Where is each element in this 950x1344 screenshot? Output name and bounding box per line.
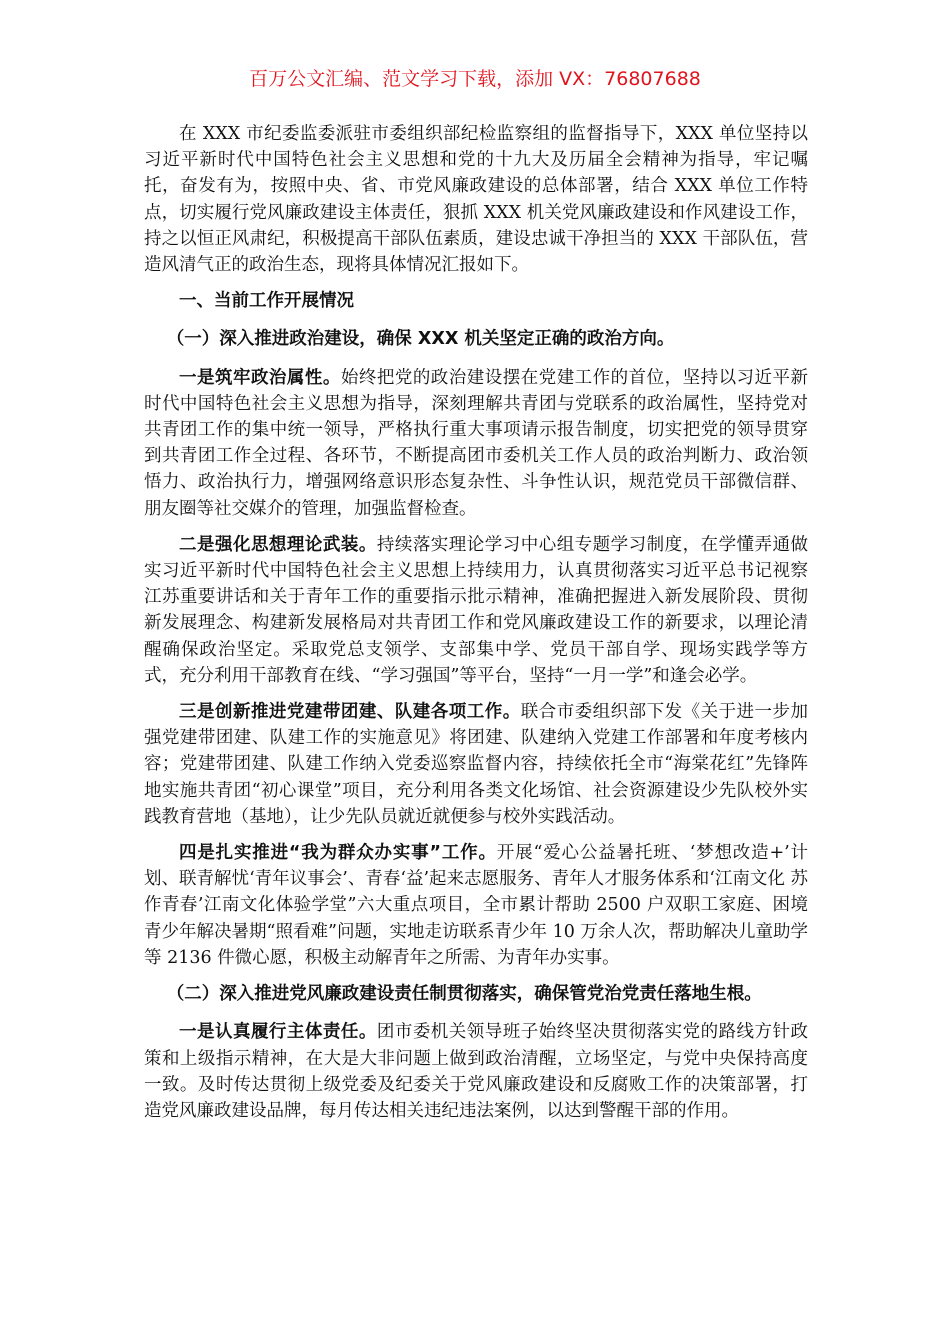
paragraph-item (144, 840, 808, 971)
document-body (144, 121, 808, 1134)
paragraph-text: 联合市委组织部下发《关于进一步加强党建带团建、队建工作的实施意见》将团建、队建纳入党建工作部署和年度考核内容；党建带团建、队建工作纳入党委巡察监督内容，持续依托全市“海棠花红”先锋阵地实施共青团“初心课堂”项目，充分利用各类文化场馆、社会资源建设少先队校外实践教育营地（基地），让少先队员就近就便参与校外实践活动。 (144, 702, 809, 827)
paragraph-lead: 二是强化思想理论武装。 (179, 534, 377, 555)
paragraph-item (144, 365, 808, 522)
section-heading: 一、当前工作开展情况 (179, 291, 354, 312)
promo-banner: 百万公文汇编、范文学习下载，添加 VX：76807688 (249, 68, 701, 90)
paragraph-item (144, 699, 808, 830)
subsection-heading: （一）深入推进政治建设，确保 XXX 机关坚定正确的政治方向。 (166, 329, 675, 350)
paragraph-lead: 一是认真履行主体责任。 (179, 1022, 377, 1043)
paragraph-lead: 四是扎实推进“我为群众办实事”工作。 (179, 843, 497, 864)
paragraph-item (144, 532, 808, 689)
paragraph-text: 始终把党的政治建设摆在党建工作的首位，坚持以习近平新时代中国特色社会主义思想为指导，深刻理解共青团与党联系的政治属性，坚持党对共青团工作的集中统一领导，严格执行重大事项请示报告制度，切实把党的领导贯穿到共青团工作全过程、各环节，不断提高团市委机关工作人员的政治判断力、政治领悟力、政治执行力，增强网络意识形态复杂性、斗争性认识，规范党员干部微信群、朋友圈等社交媒介的管理，加强监督检查。 (144, 367, 809, 519)
paragraph-text: 开展“爱心公益暑托班、‘梦想改造+’计划、联青解忧‘青年议事会’、青春‘益’起来志愿服务、青年人才服务体系和‘江南文化 苏作青春’江南文化体验学堂”六大重点项目，全市累计帮助 2500 户双职工家庭、困境青少年解决暑期“照看难”问题，实地走访联系青少年 10 万余人次，帮助解决儿童助学等 2136 件微心愿，积极主动解青年之所需、为青年办实事。 (144, 843, 808, 968)
subsection-heading: （二）深入推进党风廉政建设责任制贯彻落实，确保管党治党责任落地生根。 (166, 984, 762, 1005)
paragraph-text: 团市委机关领导班子始终坚决贯彻落实党的路线方针政策和上级指示精神，在大是大非问题上做到政治清醒，立场坚定，与党中央保持高度一致。及时传达贯彻上级党委及纪委关于党风廉政建设和反腐败工作的决策部署，打造党风廉政建设品牌，每月传达相关违纪违法案例，以达到警醒干部的作用。 (144, 1022, 809, 1121)
paragraph-lead: 一是筑牢政治属性。 (179, 367, 341, 388)
paragraph-item (144, 1019, 808, 1124)
paragraph-text: 持续落实理论学习中心组专题学习制度，在学懂弄通做实习近平新时代中国特色社会主义思想上持续用力，认真贯彻落实习近平总书记视察江苏重要讲话和关于青年工作的重要指示批示精神，准确把握进入新发展阶段、贯彻新发展理念、构建新发展格局对共青团工作和党风廉政建设工作的新要求，以理论清醒确保政治坚定。采取党总支领学、支部集中学、党员干部自学、现场实践学等方式，充分利用干部教育在线、“学习强国”等平台，坚持“一月一学”和逢会必学。 (144, 534, 809, 686)
intro-paragraph: 在 XXX 市纪委监委派驻市委组织部纪检监察组的监督指导下，XXX 单位坚持以习近平新时代中国特色社会主义思想和党的十九大及历届全会精神为指导，牢记嘱托，奋发有为，按照中央、省、市党风廉政建设的总体部署，结合 XXX 单位工作特点，切实履行党风廉政建设主体责任，狠抓 XXX 机关党风廉政建设和作风建设工作，持之以恒正风肃纪，积极提高干部队伍素质，建设忠诚干净担当的 XXX 干部队伍，营造风清气正的政治生态，现将具体情况汇报如下。 (144, 124, 808, 276)
paragraph-lead: 三是创新推进党建带团建、队建各项工作。 (179, 702, 521, 723)
